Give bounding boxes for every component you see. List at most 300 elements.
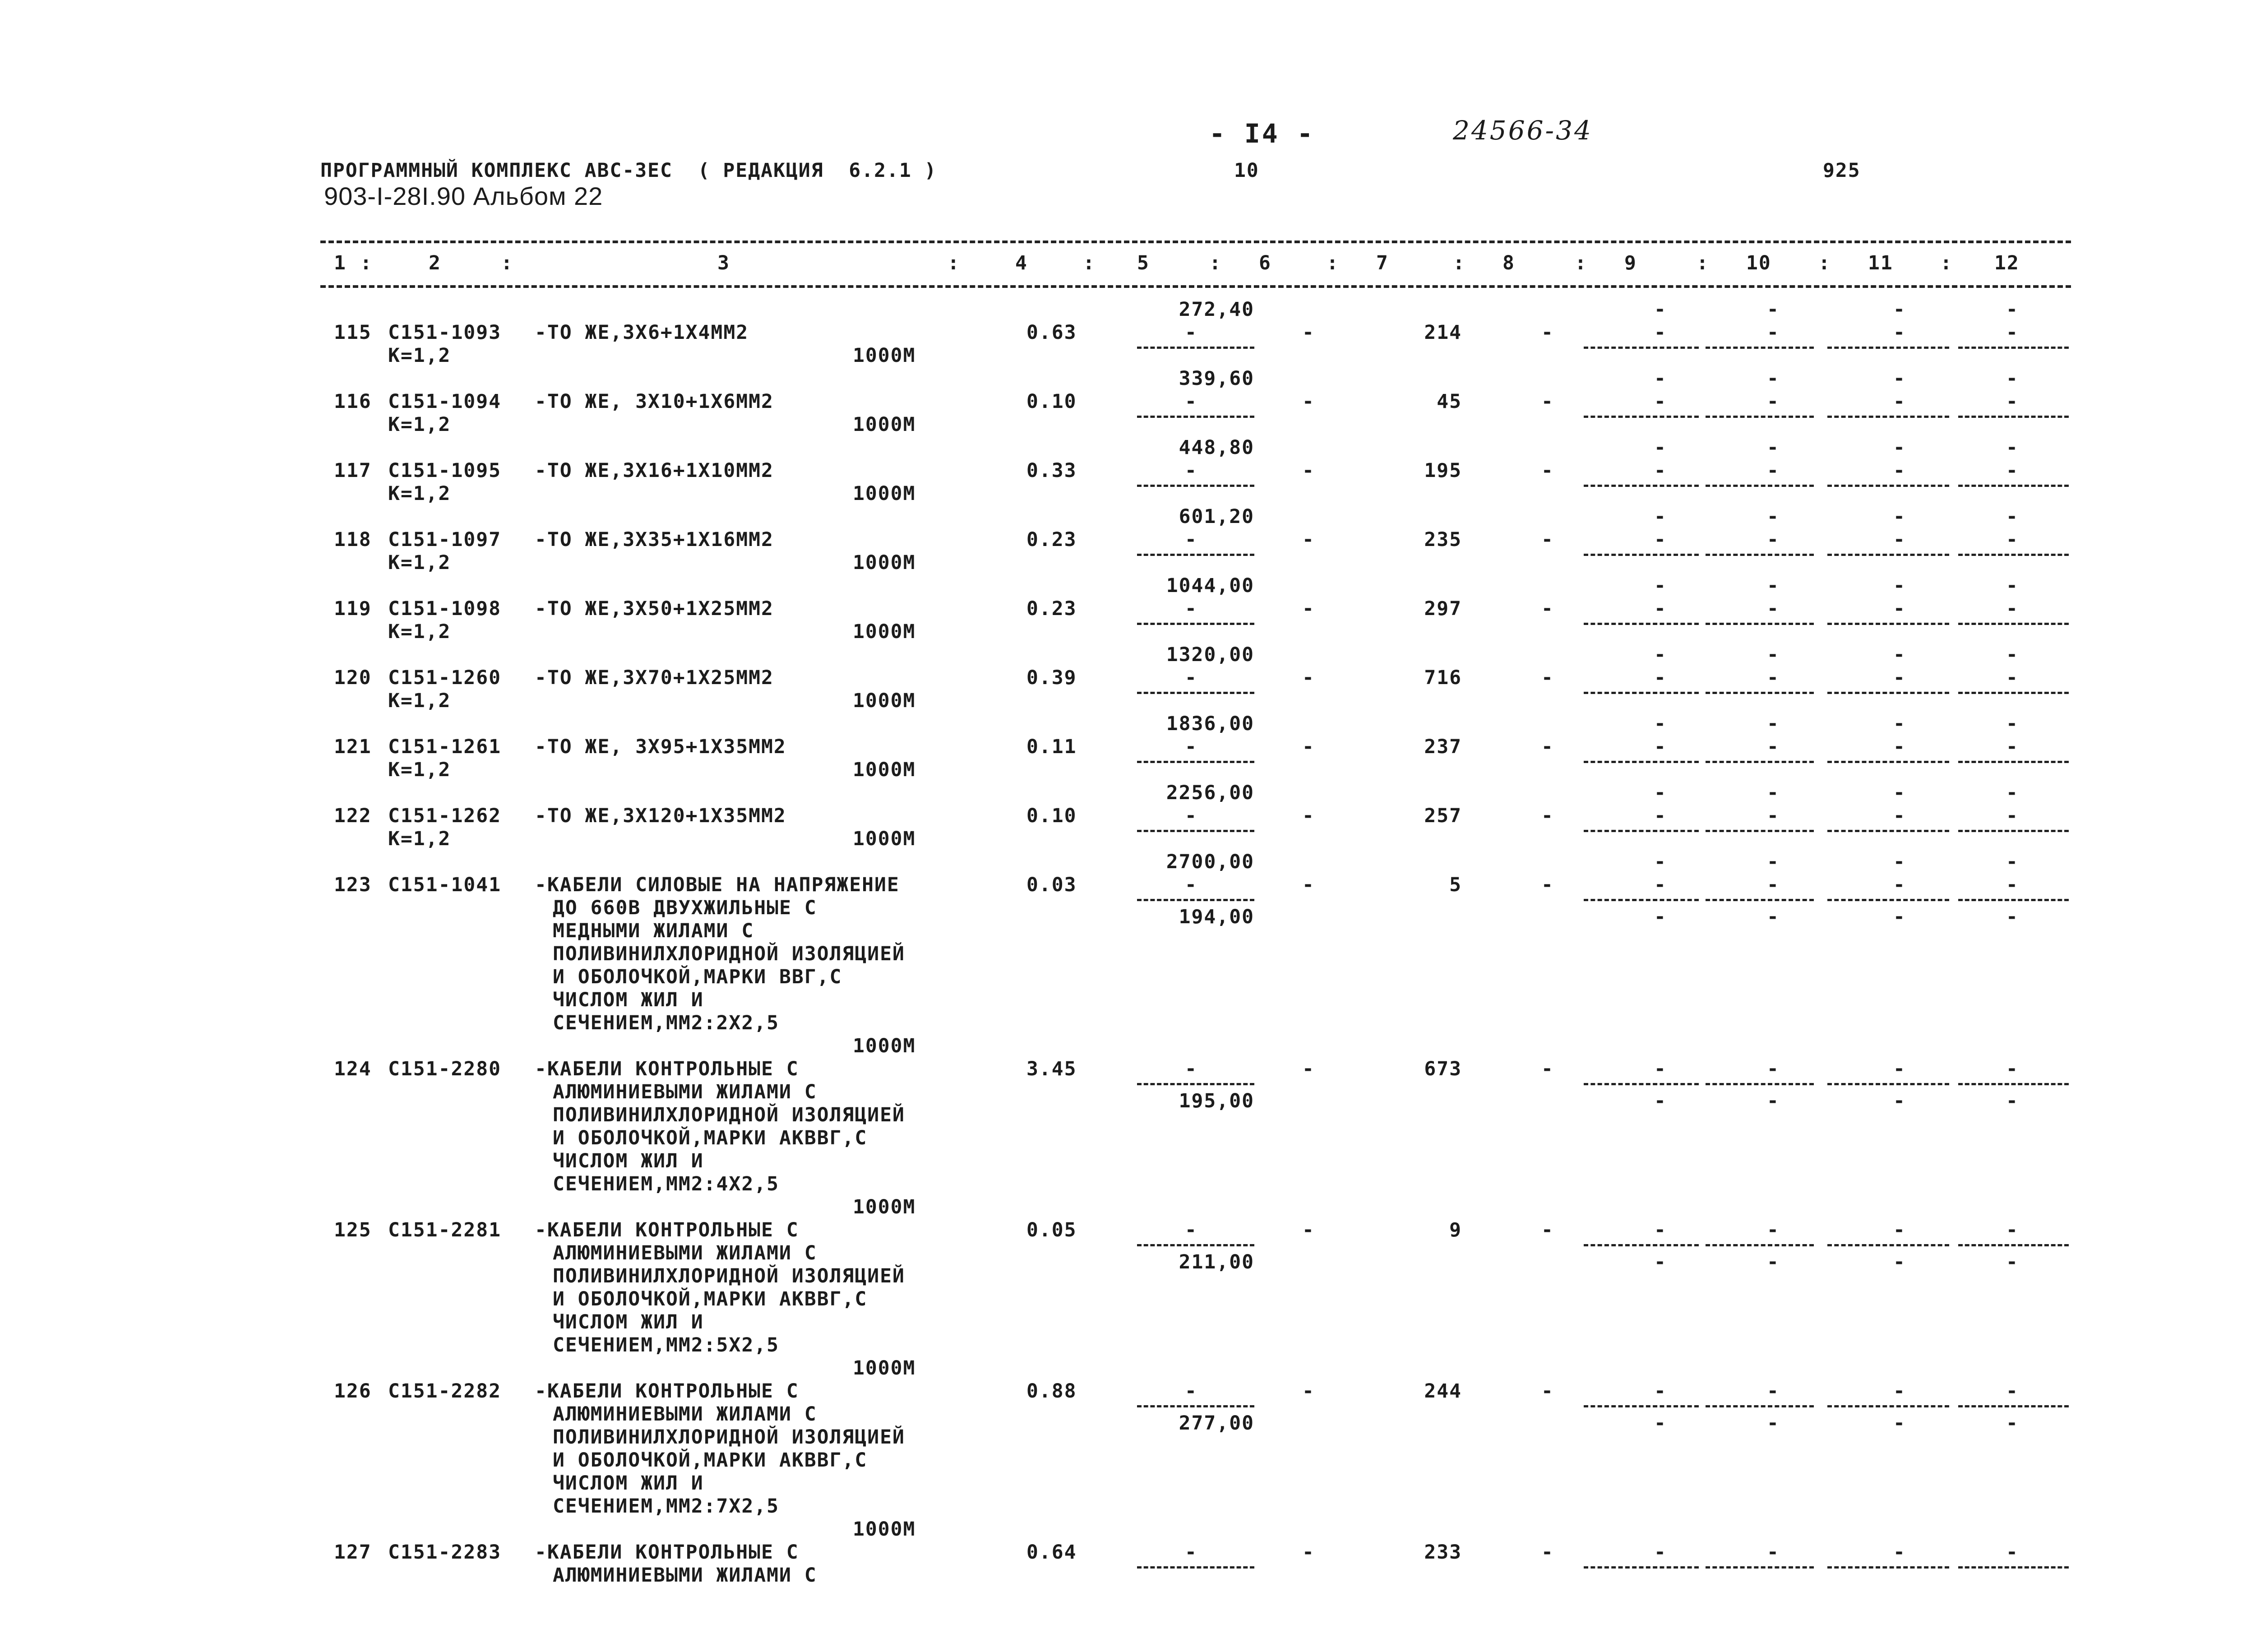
row-code: С151-1041 xyxy=(388,874,501,896)
column5-dash: - xyxy=(1185,666,1197,689)
row-unit: 1000М xyxy=(853,1518,916,1541)
dash-col10: - xyxy=(1767,1219,1780,1241)
row-description-line: -КАБЕЛИ КОНТРОЛЬНЫЕ С xyxy=(535,1219,799,1241)
col11-rule xyxy=(1827,554,1949,556)
column-header-6: 6 xyxy=(1259,252,1271,274)
row-description-line: И ОБОЛОЧКОЙ,МАРКИ ВВГ,С xyxy=(553,966,842,988)
row-description-line: МЕДНЫМИ ЖИЛАМИ С xyxy=(553,920,754,942)
col9-rule xyxy=(1584,692,1699,694)
column6-dash: - xyxy=(1302,528,1315,551)
row-coefficient: К=1,2 xyxy=(388,482,451,505)
column7-value: 297 xyxy=(1424,597,1462,620)
column7-value: 214 xyxy=(1424,321,1462,344)
column7-value: 235 xyxy=(1424,528,1462,551)
col12-rule xyxy=(1958,899,2069,901)
dash-col10: - xyxy=(1767,597,1780,620)
col9-rule xyxy=(1584,554,1699,556)
dash-col11: - xyxy=(1893,1251,1906,1273)
row-description-line: -ТО ЖЕ,3Х35+1Х16ММ2 xyxy=(535,528,774,551)
dash-col12: - xyxy=(2006,782,2019,804)
row-description-line: -КАБЕЛИ КОНТРОЛЬНЫЕ С xyxy=(535,1058,799,1080)
column5-price-top: 1044,00 xyxy=(1166,574,1254,597)
row-description-line: ЧИСЛОМ ЖИЛ И xyxy=(553,1311,704,1333)
dash-col9: - xyxy=(1654,528,1667,551)
row-description-line: -ТО ЖЕ,3Х16+1Х10ММ2 xyxy=(535,459,774,482)
row-description-line: АЛЮМИНИЕВЫМИ ЖИЛАМИ С xyxy=(553,1403,817,1425)
dash-col11: - xyxy=(1893,805,1906,827)
col9-rule xyxy=(1584,899,1699,901)
row-description-line: -КАБЕЛИ СИЛОВЫЕ НА НАПРЯЖЕНИЕ xyxy=(535,874,900,896)
column5-dash: - xyxy=(1185,597,1197,620)
column-header-11: 11 xyxy=(1868,252,1893,274)
row-unit: 1000М xyxy=(853,689,916,712)
row-description-line: СЕЧЕНИЕМ,ММ2:5Х2,5 xyxy=(553,1334,779,1356)
col9-rule xyxy=(1584,761,1699,763)
col9-rule xyxy=(1584,1405,1699,1407)
col11-rule xyxy=(1827,623,1949,625)
column-header-2: 2 xyxy=(429,252,441,274)
column-separator: : xyxy=(1940,252,1953,274)
row-number: 123 xyxy=(334,874,372,896)
dash-col12: - xyxy=(2006,805,2019,827)
dash-col11: - xyxy=(1893,298,1906,321)
col11-rule xyxy=(1827,347,1949,349)
dash-col12: - xyxy=(2006,505,2019,528)
column-header-8: 8 xyxy=(1502,252,1515,274)
row-code: С151-1262 xyxy=(388,805,501,827)
dash-col10: - xyxy=(1767,851,1780,873)
dash-col12: - xyxy=(2006,906,2019,928)
dash-col11: - xyxy=(1893,459,1906,482)
dash-col11: - xyxy=(1893,874,1906,896)
col11-rule xyxy=(1827,1083,1949,1085)
column-header-5: 5 xyxy=(1137,252,1150,274)
column4-value: 0.03 xyxy=(1026,874,1077,896)
row-description-line: АЛЮМИНИЕВЫМИ ЖИЛАМИ С xyxy=(553,1564,817,1587)
dash-col12: - xyxy=(2006,574,2019,597)
column6-dash: - xyxy=(1302,390,1315,413)
col11-rule xyxy=(1827,1405,1949,1407)
row-description-line: И ОБОЛОЧКОЙ,МАРКИ АКВВГ,С xyxy=(553,1449,868,1472)
column-separator: : xyxy=(1575,252,1587,274)
row-code: С151-1260 xyxy=(388,666,501,689)
row-description-line: ПОЛИВИНИЛХЛОРИДНОЙ ИЗОЛЯЦИЕЙ xyxy=(553,1104,905,1126)
row-description-line: -ТО ЖЕ,3Х50+1Х25ММ2 xyxy=(535,597,774,620)
column6-dash: - xyxy=(1302,805,1315,827)
column4-value: 0.11 xyxy=(1026,736,1077,758)
row-coefficient: К=1,2 xyxy=(388,689,451,712)
col11-rule xyxy=(1827,830,1949,832)
row-number: 117 xyxy=(334,459,372,482)
column5-price-top: 601,20 xyxy=(1179,505,1254,528)
column8-dash: - xyxy=(1541,874,1554,896)
column5-rule xyxy=(1137,347,1254,349)
row-description-line: -КАБЕЛИ КОНТРОЛЬНЫЕ С xyxy=(535,1380,799,1402)
column5-dash: - xyxy=(1185,528,1197,551)
col10-rule xyxy=(1706,692,1814,694)
dash-col9: - xyxy=(1654,459,1667,482)
column-separator: : xyxy=(1453,252,1465,274)
col10-rule xyxy=(1706,554,1814,556)
dash-col10: - xyxy=(1767,574,1780,597)
col10-rule xyxy=(1706,1083,1814,1085)
row-description-line: ПОЛИВИНИЛХЛОРИДНОЙ ИЗОЛЯЦИЕЙ xyxy=(553,943,905,965)
row-code: С151-2282 xyxy=(388,1380,501,1402)
col11-rule xyxy=(1827,416,1949,418)
col9-rule xyxy=(1584,623,1699,625)
row-number: 116 xyxy=(334,390,372,413)
column7-value: 716 xyxy=(1424,666,1462,689)
dash-col12: - xyxy=(2006,528,2019,551)
column-header-7: 7 xyxy=(1376,252,1389,274)
column4-value: 0.33 xyxy=(1026,459,1077,482)
col11-rule xyxy=(1827,899,1949,901)
dash-col12: - xyxy=(2006,874,2019,896)
column5-rule xyxy=(1137,761,1254,763)
dash-col9: - xyxy=(1654,1058,1667,1080)
column5-dash: - xyxy=(1185,1380,1197,1402)
dash-col12: - xyxy=(2006,459,2019,482)
column5-rule xyxy=(1137,485,1254,487)
dash-col11: - xyxy=(1893,643,1906,666)
col11-rule xyxy=(1827,761,1949,763)
row-code: С151-1097 xyxy=(388,528,501,551)
dash-col11: - xyxy=(1893,597,1906,620)
row-unit: 1000М xyxy=(853,413,916,436)
column7-value: 673 xyxy=(1424,1058,1462,1080)
row-description-line: -ТО ЖЕ,3Х70+1Х25ММ2 xyxy=(535,666,774,689)
dash-col11: - xyxy=(1893,1541,1906,1564)
album-title: 903-I-28I.90 Альбом 22 xyxy=(324,182,603,210)
row-code: С151-1093 xyxy=(388,321,501,344)
column8-dash: - xyxy=(1541,597,1554,620)
dash-col12: - xyxy=(2006,851,2019,873)
row-description-line: И ОБОЛОЧКОЙ,МАРКИ АКВВГ,С xyxy=(553,1288,868,1310)
column-header-1: 1 xyxy=(334,252,347,274)
row-number: 125 xyxy=(334,1219,372,1241)
column4-value: 0.63 xyxy=(1026,321,1077,344)
column6-dash: - xyxy=(1302,597,1315,620)
column5-dash: - xyxy=(1185,874,1197,896)
col11-rule xyxy=(1827,692,1949,694)
row-code: С151-1261 xyxy=(388,736,501,758)
column4-value: 0.23 xyxy=(1026,528,1077,551)
dash-col10: - xyxy=(1767,713,1780,735)
dash-col11: - xyxy=(1893,1058,1906,1080)
header-number-10: 10 xyxy=(1234,159,1259,182)
dash-col10: - xyxy=(1767,874,1780,896)
col10-rule xyxy=(1706,485,1814,487)
col9-rule xyxy=(1584,347,1699,349)
dash-col9: - xyxy=(1654,505,1667,528)
row-number: 119 xyxy=(334,597,372,620)
row-number: 121 xyxy=(334,736,372,758)
column8-dash: - xyxy=(1541,1380,1554,1402)
row-number: 118 xyxy=(334,528,372,551)
row-code: С151-1094 xyxy=(388,390,501,413)
column5-price-bottom: 211,00 xyxy=(1179,1251,1254,1273)
dash-col9: - xyxy=(1654,436,1667,459)
column7-value: 237 xyxy=(1424,736,1462,758)
dash-col11: - xyxy=(1893,906,1906,928)
dash-col10: - xyxy=(1767,666,1780,689)
row-description-line: АЛЮМИНИЕВЫМИ ЖИЛАМИ С xyxy=(553,1242,817,1264)
column-separator: : xyxy=(1209,252,1222,274)
dash-col10: - xyxy=(1767,1058,1780,1080)
column5-price-top: 272,40 xyxy=(1179,298,1254,321)
column5-dash: - xyxy=(1185,1058,1197,1080)
col10-rule xyxy=(1706,761,1814,763)
col10-rule xyxy=(1706,1244,1814,1246)
dash-col10: - xyxy=(1767,805,1780,827)
col12-rule xyxy=(1958,554,2069,556)
row-unit: 1000М xyxy=(853,828,916,850)
column5-price-top: 2256,00 xyxy=(1166,782,1254,804)
column5-rule xyxy=(1137,1566,1254,1569)
row-description-line: ЧИСЛОМ ЖИЛ И xyxy=(553,1150,704,1172)
row-description-line: ДО 660В ДВУХЖИЛЬНЫЕ С xyxy=(553,897,817,919)
header-bottom-rule xyxy=(320,285,2071,288)
dash-col9: - xyxy=(1654,874,1667,896)
dash-col11: - xyxy=(1893,367,1906,390)
row-description-line: -ТО ЖЕ,3Х120+1Х35ММ2 xyxy=(535,805,786,827)
col12-rule xyxy=(1958,830,2069,832)
row-unit: 1000М xyxy=(853,344,916,367)
col12-rule xyxy=(1958,347,2069,349)
col12-rule xyxy=(1958,1244,2069,1246)
row-code: С151-2281 xyxy=(388,1219,501,1241)
row-unit: 1000М xyxy=(853,1196,916,1218)
row-unit: 1000М xyxy=(853,1357,916,1379)
col12-rule xyxy=(1958,1566,2069,1569)
col12-rule xyxy=(1958,623,2069,625)
column5-price-bottom: 195,00 xyxy=(1179,1090,1254,1112)
dash-col9: - xyxy=(1654,805,1667,827)
column-separator: : xyxy=(1327,252,1339,274)
col10-rule xyxy=(1706,416,1814,418)
dash-col11: - xyxy=(1893,574,1906,597)
row-coefficient: К=1,2 xyxy=(388,551,451,574)
column-separator: : xyxy=(1083,252,1096,274)
dash-col10: - xyxy=(1767,1251,1780,1273)
column5-dash: - xyxy=(1185,390,1197,413)
dash-col9: - xyxy=(1654,1251,1667,1273)
column4-value: 0.39 xyxy=(1026,666,1077,689)
dash-col12: - xyxy=(2006,298,2019,321)
col10-rule xyxy=(1706,899,1814,901)
column8-dash: - xyxy=(1541,1219,1554,1241)
column7-value: 257 xyxy=(1424,805,1462,827)
column6-dash: - xyxy=(1302,874,1315,896)
row-description-line: ЧИСЛОМ ЖИЛ И xyxy=(553,989,704,1011)
column6-dash: - xyxy=(1302,736,1315,758)
col12-rule xyxy=(1958,416,2069,418)
dash-col9: - xyxy=(1654,298,1667,321)
program-title: ПРОГРАММНЫЙ КОМПЛЕКС АВС-3ЕС ( РЕДАКЦИЯ 6.2.1 ) xyxy=(320,159,937,182)
column8-dash: - xyxy=(1541,805,1554,827)
dash-col9: - xyxy=(1654,1412,1667,1435)
column6-dash: - xyxy=(1302,666,1315,689)
header-top-rule xyxy=(320,241,2071,243)
col11-rule xyxy=(1827,1566,1949,1569)
dash-col11: - xyxy=(1893,528,1906,551)
col9-rule xyxy=(1584,416,1699,418)
dash-col9: - xyxy=(1654,321,1667,344)
column-separator: : xyxy=(360,252,373,274)
row-number: 122 xyxy=(334,805,372,827)
row-code: С151-2283 xyxy=(388,1541,501,1564)
dash-col9: - xyxy=(1654,1090,1667,1112)
row-unit: 1000М xyxy=(853,620,916,643)
row-number: 115 xyxy=(334,321,372,344)
column8-dash: - xyxy=(1541,528,1554,551)
col11-rule xyxy=(1827,1244,1949,1246)
column4-value: 0.64 xyxy=(1026,1541,1077,1564)
column5-rule xyxy=(1137,554,1254,556)
dash-col10: - xyxy=(1767,1412,1780,1435)
column-separator: : xyxy=(1697,252,1709,274)
dash-col12: - xyxy=(2006,713,2019,735)
column7-value: 5 xyxy=(1449,874,1462,896)
column7-value: 244 xyxy=(1424,1380,1462,1402)
page-number: - I4 - xyxy=(1209,118,1315,149)
dash-col10: - xyxy=(1767,321,1780,344)
column-header-10: 10 xyxy=(1746,252,1771,274)
column4-value: 0.10 xyxy=(1026,805,1077,827)
column-separator: : xyxy=(501,252,513,274)
row-number: 126 xyxy=(334,1380,372,1402)
dash-col11: - xyxy=(1893,1412,1906,1435)
dash-col9: - xyxy=(1654,597,1667,620)
dash-col12: - xyxy=(2006,436,2019,459)
dash-col10: - xyxy=(1767,906,1780,928)
dash-col12: - xyxy=(2006,367,2019,390)
dash-col10: - xyxy=(1767,1380,1780,1402)
dash-col11: - xyxy=(1893,1380,1906,1402)
dash-col9: - xyxy=(1654,643,1667,666)
row-unit: 1000М xyxy=(853,759,916,781)
dash-col9: - xyxy=(1654,1219,1667,1241)
column5-dash: - xyxy=(1185,459,1197,482)
col9-rule xyxy=(1584,830,1699,832)
column4-value: 0.10 xyxy=(1026,390,1077,413)
dash-col9: - xyxy=(1654,736,1667,758)
dash-col12: - xyxy=(2006,597,2019,620)
column6-dash: - xyxy=(1302,1541,1315,1564)
column5-rule xyxy=(1137,899,1254,901)
dash-col12: - xyxy=(2006,666,2019,689)
dash-col9: - xyxy=(1654,666,1667,689)
column4-value: 0.05 xyxy=(1026,1219,1077,1241)
dash-col10: - xyxy=(1767,436,1780,459)
row-unit: 1000М xyxy=(853,1035,916,1057)
column8-dash: - xyxy=(1541,1058,1554,1080)
column6-dash: - xyxy=(1302,459,1315,482)
dash-col12: - xyxy=(2006,390,2019,413)
column5-rule xyxy=(1137,416,1254,418)
col10-rule xyxy=(1706,623,1814,625)
dash-col9: - xyxy=(1654,713,1667,735)
col11-rule xyxy=(1827,485,1949,487)
row-description-line: -КАБЕЛИ КОНТРОЛЬНЫЕ С xyxy=(535,1541,799,1564)
column6-dash: - xyxy=(1302,1058,1315,1080)
document-number: 24566-34 xyxy=(1453,115,1593,146)
dash-col11: - xyxy=(1893,736,1906,758)
dash-col11: - xyxy=(1893,321,1906,344)
column5-dash: - xyxy=(1185,1541,1197,1564)
column8-dash: - xyxy=(1541,666,1554,689)
dash-col9: - xyxy=(1654,782,1667,804)
dash-col11: - xyxy=(1893,851,1906,873)
dash-col12: - xyxy=(2006,1251,2019,1273)
dash-col11: - xyxy=(1893,505,1906,528)
row-description-line: СЕЧЕНИЕМ,ММ2:4Х2,5 xyxy=(553,1173,779,1195)
dash-col10: - xyxy=(1767,736,1780,758)
column5-price-top: 1836,00 xyxy=(1166,713,1254,735)
dash-col9: - xyxy=(1654,1380,1667,1402)
dash-col10: - xyxy=(1767,459,1780,482)
column4-value: 3.45 xyxy=(1026,1058,1077,1080)
dash-col10: - xyxy=(1767,643,1780,666)
dash-col9: - xyxy=(1654,574,1667,597)
row-coefficient: К=1,2 xyxy=(388,413,451,436)
column5-rule xyxy=(1137,692,1254,694)
col12-rule xyxy=(1958,692,2069,694)
row-description-line: -ТО ЖЕ,3Х6+1Х4ММ2 xyxy=(535,321,749,344)
column5-rule xyxy=(1137,1405,1254,1407)
col9-rule xyxy=(1584,1244,1699,1246)
column-header-12: 12 xyxy=(1994,252,2020,274)
col9-rule xyxy=(1584,1566,1699,1569)
column5-rule xyxy=(1137,623,1254,625)
row-description-line: И ОБОЛОЧКОЙ,МАРКИ АКВВГ,С xyxy=(553,1127,868,1149)
column5-dash: - xyxy=(1185,736,1197,758)
column-separator: : xyxy=(948,252,960,274)
dash-col12: - xyxy=(2006,736,2019,758)
column5-dash: - xyxy=(1185,321,1197,344)
row-number: 124 xyxy=(334,1058,372,1080)
column5-dash: - xyxy=(1185,805,1197,827)
dash-col10: - xyxy=(1767,390,1780,413)
column5-price-top: 339,60 xyxy=(1179,367,1254,390)
row-code: С151-1098 xyxy=(388,597,501,620)
column5-price-bottom: 277,00 xyxy=(1179,1412,1254,1435)
col12-rule xyxy=(1958,1405,2069,1407)
dash-col12: - xyxy=(2006,321,2019,344)
row-description-line: ПОЛИВИНИЛХЛОРИДНОЙ ИЗОЛЯЦИЕЙ xyxy=(553,1265,905,1287)
col9-rule xyxy=(1584,485,1699,487)
row-coefficient: К=1,2 xyxy=(388,344,451,367)
column8-dash: - xyxy=(1541,459,1554,482)
column-header-3: 3 xyxy=(717,252,730,274)
dash-col12: - xyxy=(2006,643,2019,666)
dash-col9: - xyxy=(1654,906,1667,928)
row-code: С151-1095 xyxy=(388,459,501,482)
dash-col10: - xyxy=(1767,367,1780,390)
column8-dash: - xyxy=(1541,321,1554,344)
row-coefficient: К=1,2 xyxy=(388,828,451,850)
dash-col11: - xyxy=(1893,390,1906,413)
col12-rule xyxy=(1958,1083,2069,1085)
column5-price-top: 448,80 xyxy=(1179,436,1254,459)
dash-col12: - xyxy=(2006,1541,2019,1564)
column5-price-top: 2700,00 xyxy=(1166,851,1254,873)
dash-col11: - xyxy=(1893,1219,1906,1241)
column8-dash: - xyxy=(1541,1541,1554,1564)
row-description-line: -ТО ЖЕ, 3Х10+1Х6ММ2 xyxy=(535,390,774,413)
dash-col10: - xyxy=(1767,1090,1780,1112)
column7-value: 9 xyxy=(1449,1219,1462,1241)
